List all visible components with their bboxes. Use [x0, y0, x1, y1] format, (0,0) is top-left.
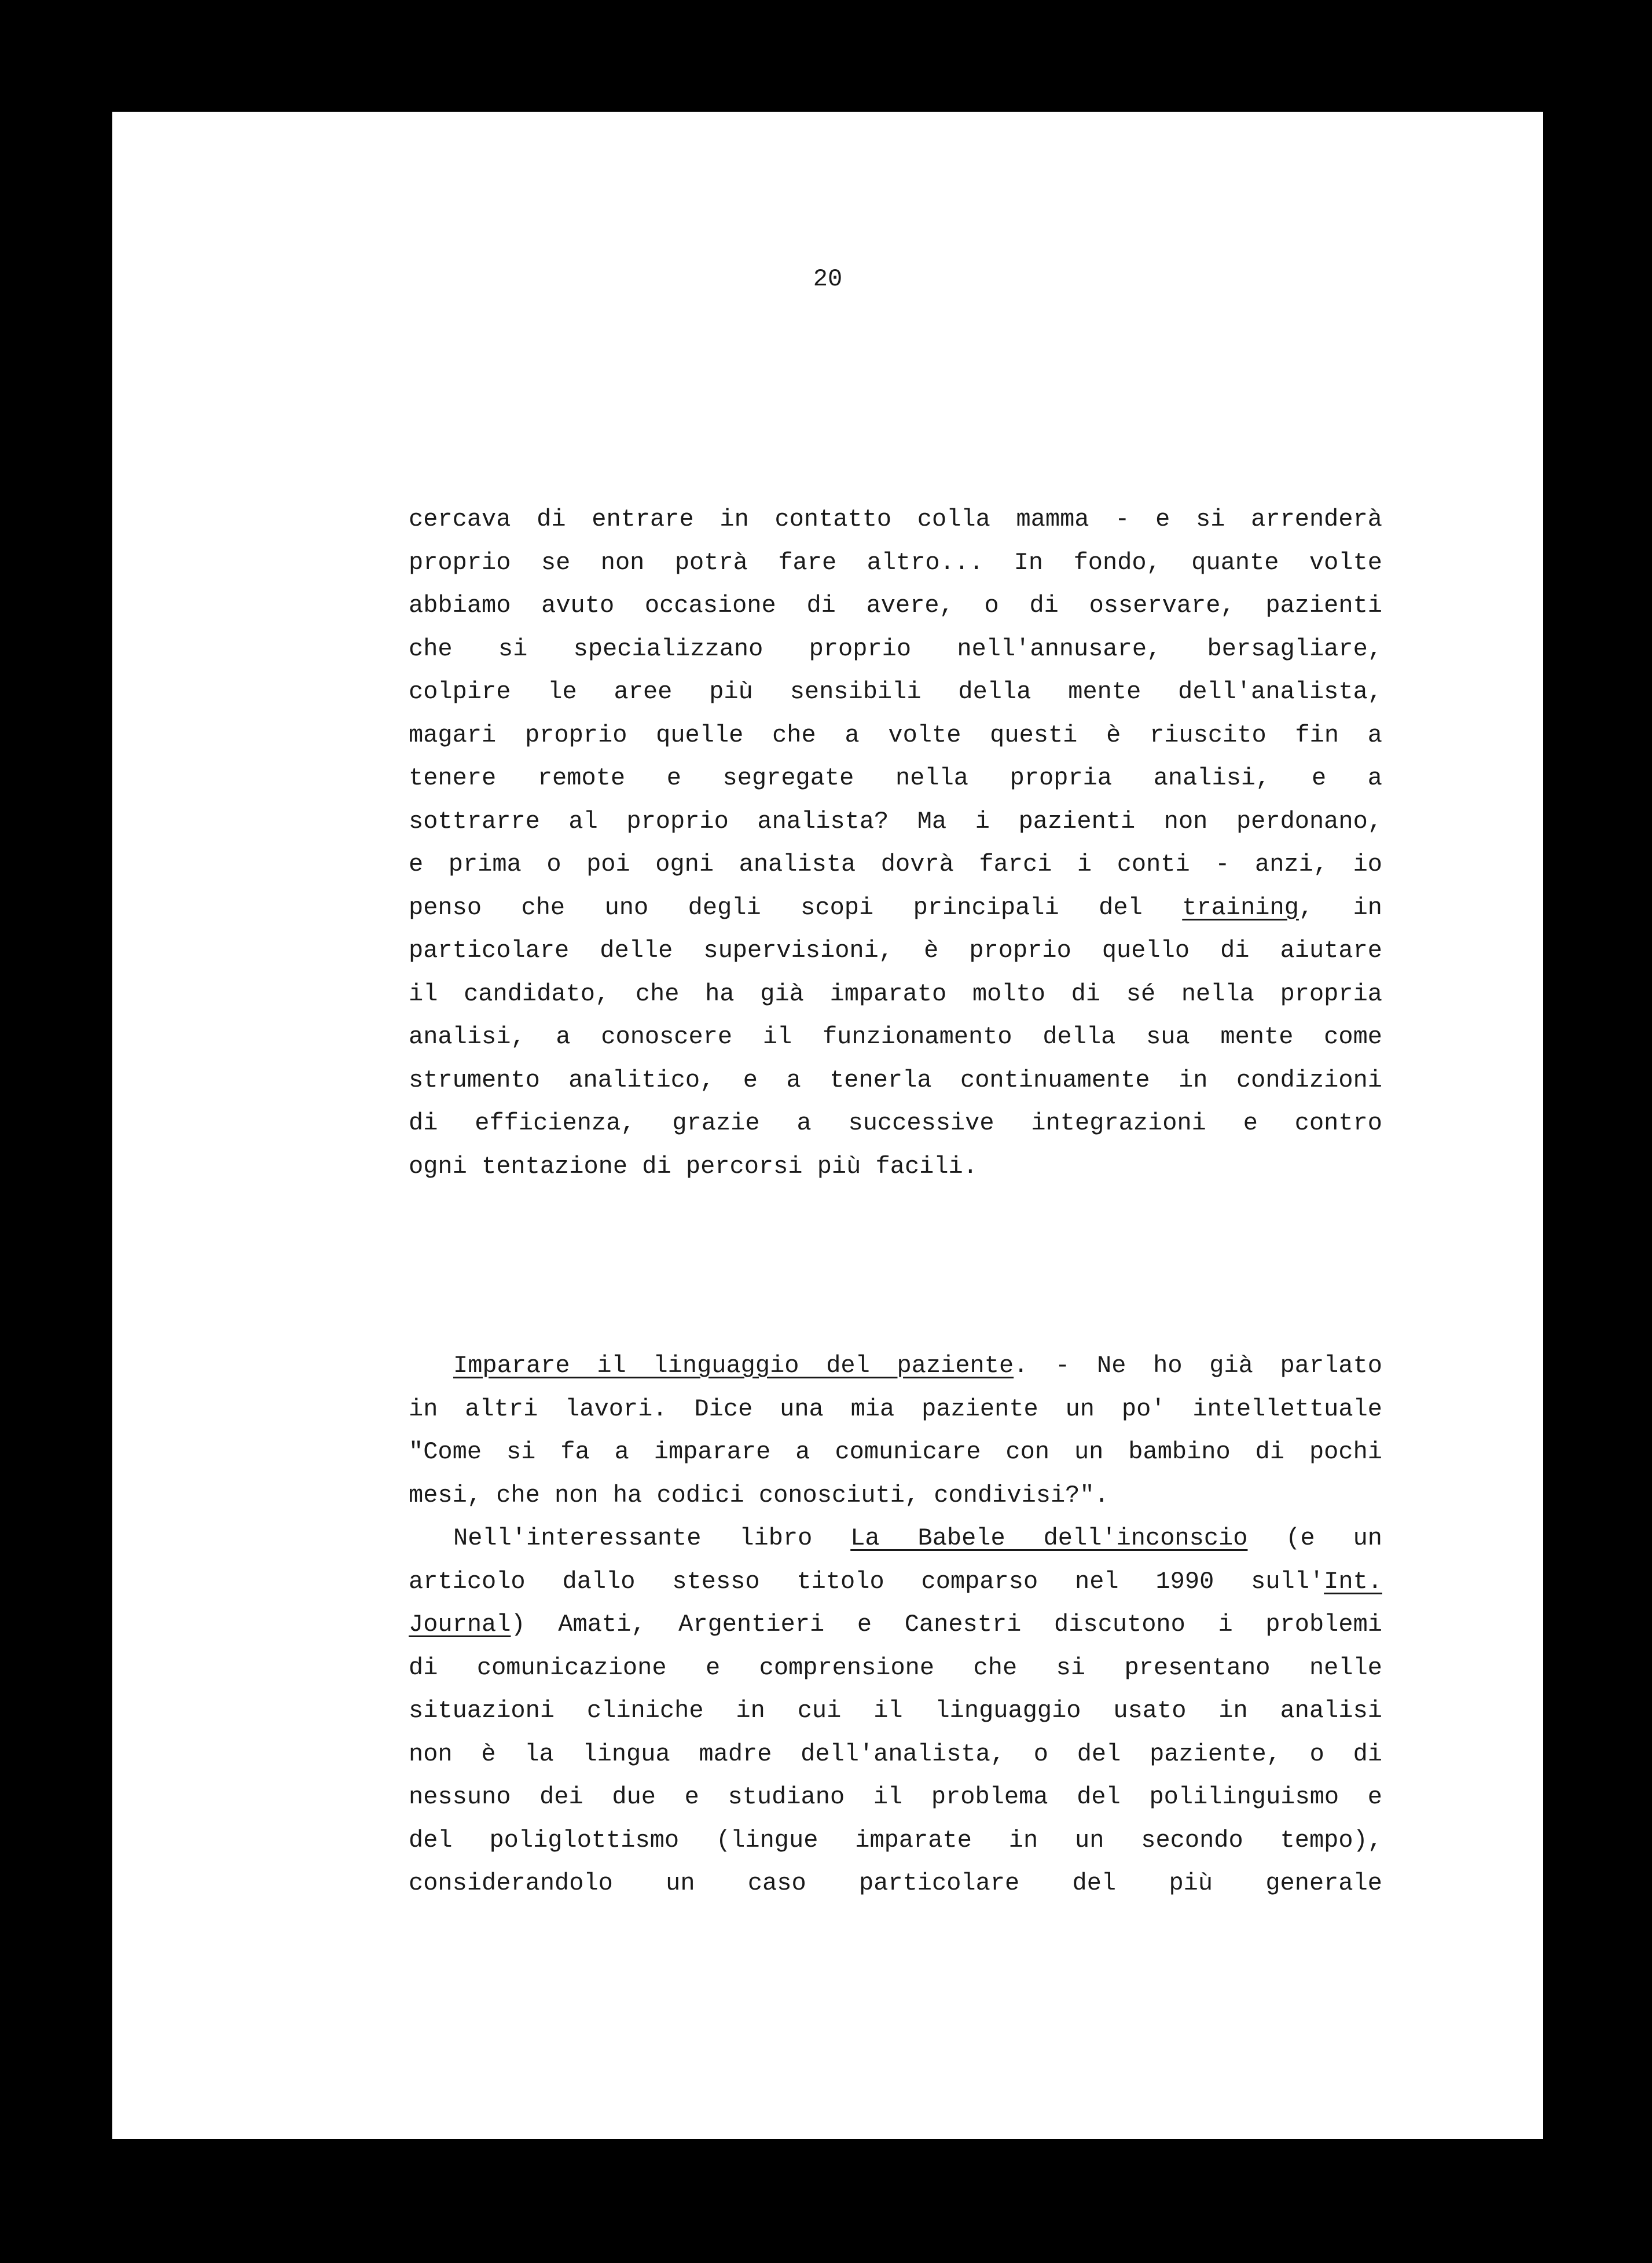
text-span: (e un	[1247, 1524, 1382, 1552]
text-line: di comunicazione e comprensione che si presentano nelle	[409, 1653, 1382, 1682]
text-span: , in	[1298, 893, 1382, 922]
text-line: di efficienza, grazie a successive integrazioni e contro	[409, 1109, 1382, 1137]
text-line: sottrarre al proprio analista? Ma i pazienti non perdonano,	[409, 807, 1382, 835]
section-heading: Imparare il linguaggio del paziente	[453, 1352, 1014, 1380]
text-span: ) Amati, Argentieri e Canestri discutono i problemi	[511, 1611, 1382, 1638]
text-line: particolare delle supervisioni, è proprio quello di aiutare	[409, 937, 1382, 964]
text-line: nessuno dei due e studiano il problema del polilinguismo e	[409, 1783, 1382, 1811]
text-span: . - Ne ho già parlato	[1014, 1352, 1382, 1380]
text-line	[409, 886, 1382, 930]
text-span: Nell'interessante libro	[453, 1524, 851, 1552]
text-line: proprio se non potrà fare altro... In fondo, quante volte	[409, 548, 1382, 577]
text-line: colpire le aree più sensibili della mente dell'analista,	[409, 678, 1382, 706]
text-line: strumento analitico, e a tenerla continuamente in condizioni	[409, 1066, 1382, 1094]
text-line: in altri lavori. Dice una mia paziente un po' intellettuale	[409, 1395, 1382, 1423]
text-line: e prima o poi ogni analista dovrà farci i conti - anzi, io	[409, 850, 1382, 878]
journal-title: Int.	[1324, 1567, 1382, 1596]
text-line: tenere remote e segregate nella propria analisi, e a	[409, 764, 1382, 792]
text-line	[409, 1560, 1382, 1604]
text-span: penso che uno degli scopi principali del	[409, 893, 1183, 922]
document-page	[112, 112, 1543, 2139]
text-line: considerandolo un caso particolare del più generale	[409, 1869, 1382, 1897]
text-line: magari proprio quelle che a volte questi è riuscito fin a	[409, 721, 1382, 749]
text-line: il candidato, che ha già imparato molto di sé nella propria	[409, 980, 1382, 1008]
text-line: situazioni cliniche in cui il linguaggio usato in analisi	[409, 1697, 1382, 1725]
text-span: articolo dallo stesso titolo comparso nel 1990 sull'	[409, 1567, 1324, 1596]
text-line: non è la lingua madre dell'analista, o del paziente, o di	[409, 1740, 1382, 1768]
section-heading-line	[409, 1344, 1382, 1388]
underlined-term-training: training	[1182, 893, 1299, 922]
book-title: La Babele dell'inconscio	[850, 1524, 1248, 1552]
text-line: che si specializzano proprio nell'annusare, bersagliare,	[409, 634, 1382, 663]
text-line: abbiamo avuto occasione di avere, o di osservare, pazienti	[409, 592, 1382, 619]
page-number: 20	[813, 265, 843, 293]
text-line: cercava di entrare in contatto colla mamma - e si arrenderà	[409, 505, 1382, 533]
text-line: analisi, a conoscere il funzionamento della sua mente come	[409, 1023, 1382, 1051]
text-line: ogni tentazione di percorsi più facili.	[409, 1152, 978, 1180]
text-line: mesi, che non ha codici conosciuti, condivisi?".	[409, 1481, 1109, 1509]
journal-title: Journal	[409, 1611, 511, 1638]
text-line: del poliglottismo (lingue imparate in un secondo tempo),	[409, 1826, 1382, 1854]
paragraph-2-3	[409, 1344, 1382, 1905]
paragraph-1	[409, 498, 1382, 1188]
text-line	[409, 1517, 1382, 1560]
text-line	[409, 1603, 1382, 1646]
text-line: "Come si fa a imparare a comunicare con un bambino di pochi	[409, 1438, 1382, 1466]
